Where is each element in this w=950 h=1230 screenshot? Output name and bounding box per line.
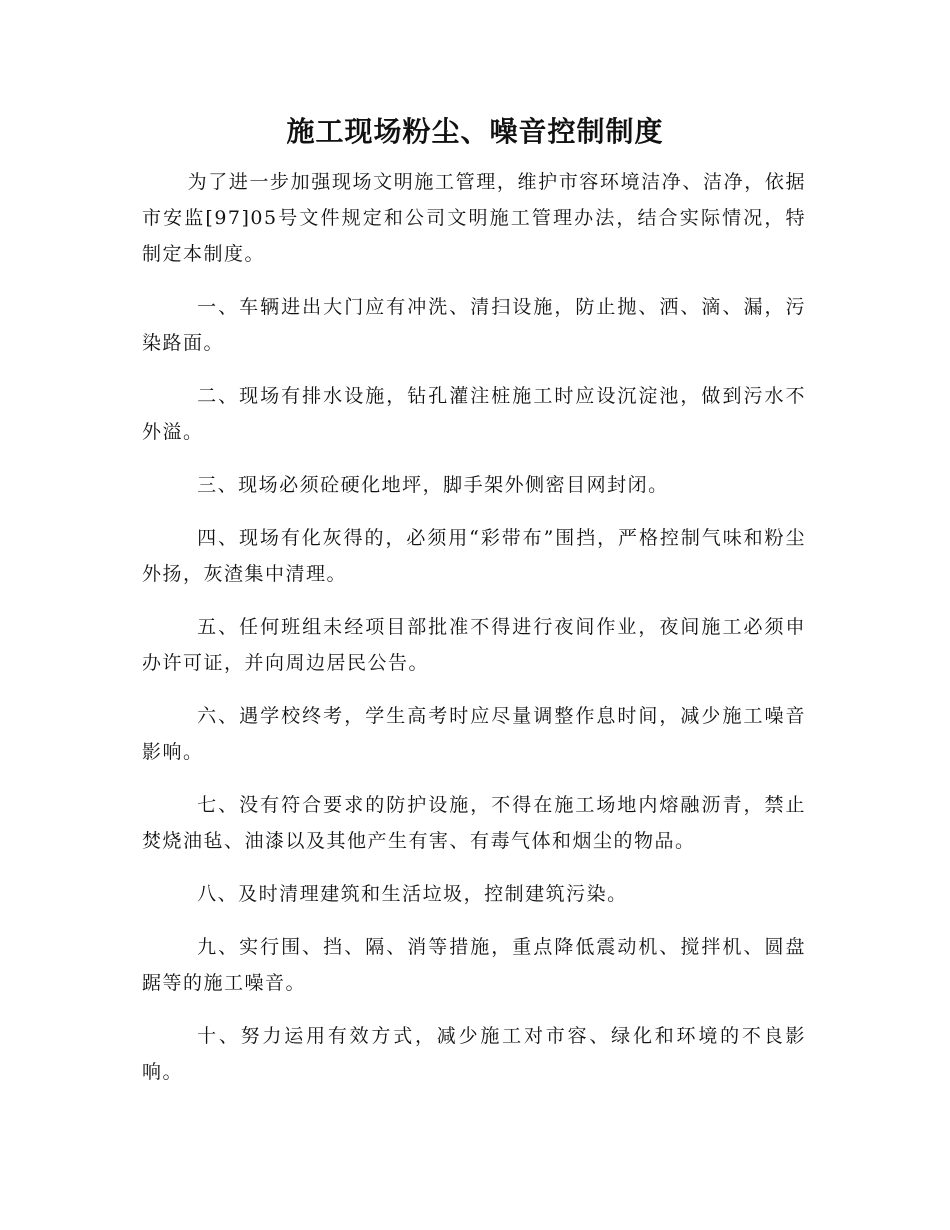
regulation-item-3: 三、现场必须砼硬化地坪，脚手架外侧密目网封闭。 (197, 474, 669, 496)
regulation-item-5: 五、任何班组未经项目部批准不得进行夜间作业，夜间施工必须申办许可证，并向周边居民公告。 (142, 616, 806, 674)
regulation-item-7: 七、没有符合要求的防护设施，不得在施工场地内熔融沥青，禁止焚烧油毡、油漆以及其他产生有害、有毒气体和烟尘的物品。 (142, 794, 806, 852)
regulation-item-4: 四、现场有化灰得的，必须用“彩带布”围挡，严格控制气味和粉尘外扬，灰渣集中清理。 (142, 527, 806, 585)
regulation-item-10: 十、努力运用有效方式，减少施工对市容、绿化和环境的不良影响。 (142, 1025, 806, 1083)
document-title: 施工现场粉尘、噪音控制制度 (286, 115, 664, 148)
regulation-item-9: 九、实行围、挡、隔、消等措施，重点降低震动机、搅拌机、圆盘踞等的施工噪音。 (142, 936, 806, 994)
regulation-item-1: 一、车辆进出大门应有冲洗、清扫设施，防止抛、洒、滴、漏，污染路面。 (142, 296, 806, 354)
intro-paragraph: 为了进一步加强现场文明施工管理，维护市容环境洁净、洁净，依据市安监[97]05号文件规定和公司文明施工管理办法，结合实际情况，特制定本制度。 (142, 171, 806, 265)
document-body (142, 164, 806, 1107)
regulation-item-6: 六、遇学校终考，学生高考时应尽量调整作息时间，减少施工噪音影响。 (142, 705, 806, 763)
regulation-item-8: 八、及时清理建筑和生活垃圾，控制建筑污染。 (197, 883, 628, 905)
regulation-item-2: 二、现场有排水设施，钻孔灌注桩施工时应设沉淀池，做到污水不外溢。 (142, 385, 806, 443)
